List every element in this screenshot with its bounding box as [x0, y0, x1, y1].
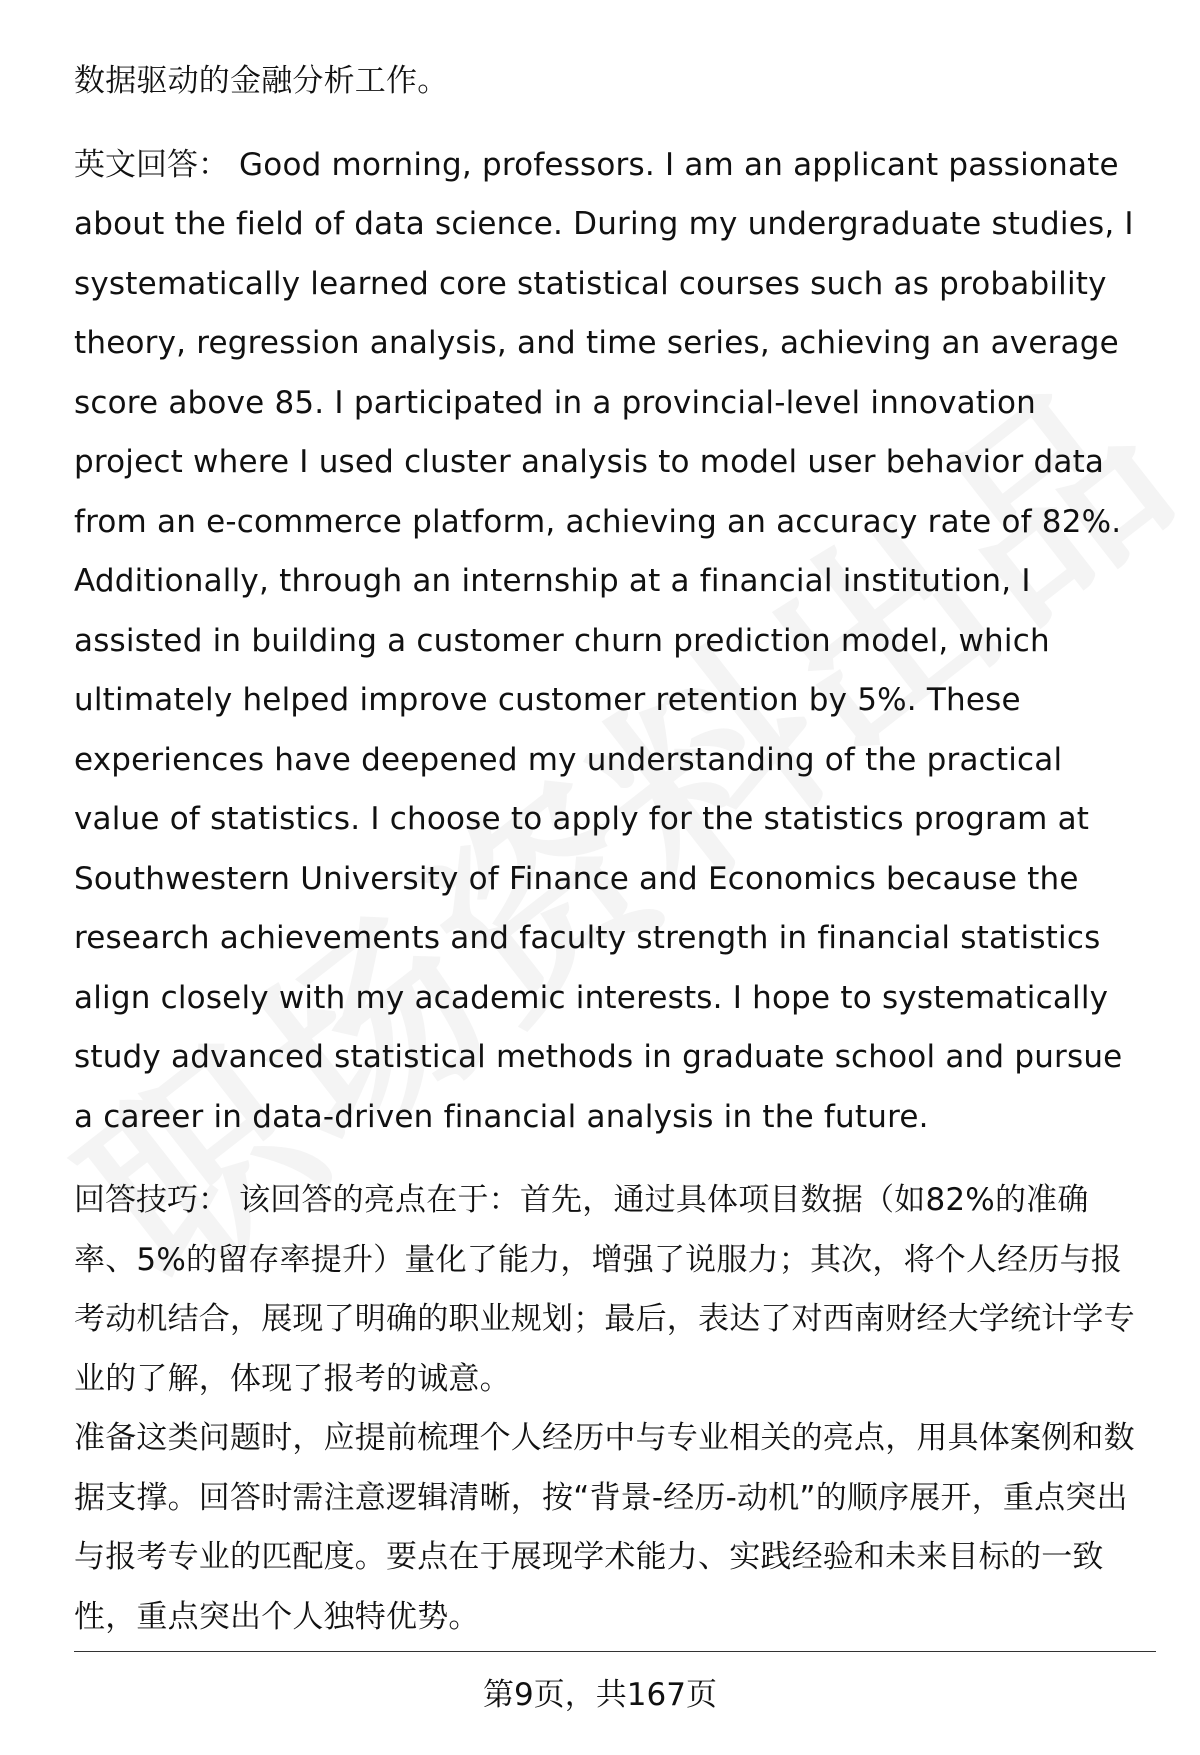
english-answer-label: 英文回答： — [74, 146, 229, 183]
answer-tips-label: 回答技巧： — [74, 1182, 229, 1218]
intro-paragraph: 数据驱动的金融分析工作。 — [74, 63, 449, 99]
english-answer-paragraph — [74, 136, 1150, 1148]
page-number: 第9页，共167页 — [483, 1677, 717, 1713]
document-body — [74, 52, 1150, 1647]
answer-tips-text: 该回答的亮点在于：首先，通过具体项目数据（如82%的准确率、5%的留存率提升）量化了能力，增强了说服力；其次，将个人经历与报考动机结合，展现了明确的职业规划；最后，表达了对西南财经大学统计学专业的了解，体现了报考的诚意。 — [74, 1182, 1135, 1397]
preparation-paragraph: 准备这类问题时，应提前梳理个人经历中与专业相关的亮点，用具体案例和数据支撑。回答时需注意逻辑清晰，按“背景-经历-动机”的顺序展开，重点突出与报考专业的匹配度。要点在于展现学术能力、实践经验和未来目标的一致性，重点突出个人独特优势。 — [74, 1420, 1135, 1635]
footer-divider — [74, 1651, 1156, 1652]
english-answer-text: Good morning, professors. I am an applicant passionate about the field of data science. During my undergraduate studies, I systematically learned core statistical courses such as probability theory, regression analysis, and time series, achieving an average score above 85. I participated in a provincial-level innovation project where I used cluster analysis to model user behavior data from an e-commerce platform, achieving an accuracy rate of 82%. Additionally, through an internship at a financial institution, I assisted in building a customer churn prediction model, which ultimately helped improve customer retention by 5%. These experiences have deepened my understanding of the practical value of statistics. I choose to apply for the statistics program at Southwestern University of Finance and Economics because the research achievements and faculty strength in financial statistics align closely with my academic interests. I hope to systematically study advanced statistical methods in graduate school and pursue a career in data-driven financial analysis in the future. — [74, 146, 1144, 1135]
answer-tips-paragraph — [74, 1171, 1150, 1409]
